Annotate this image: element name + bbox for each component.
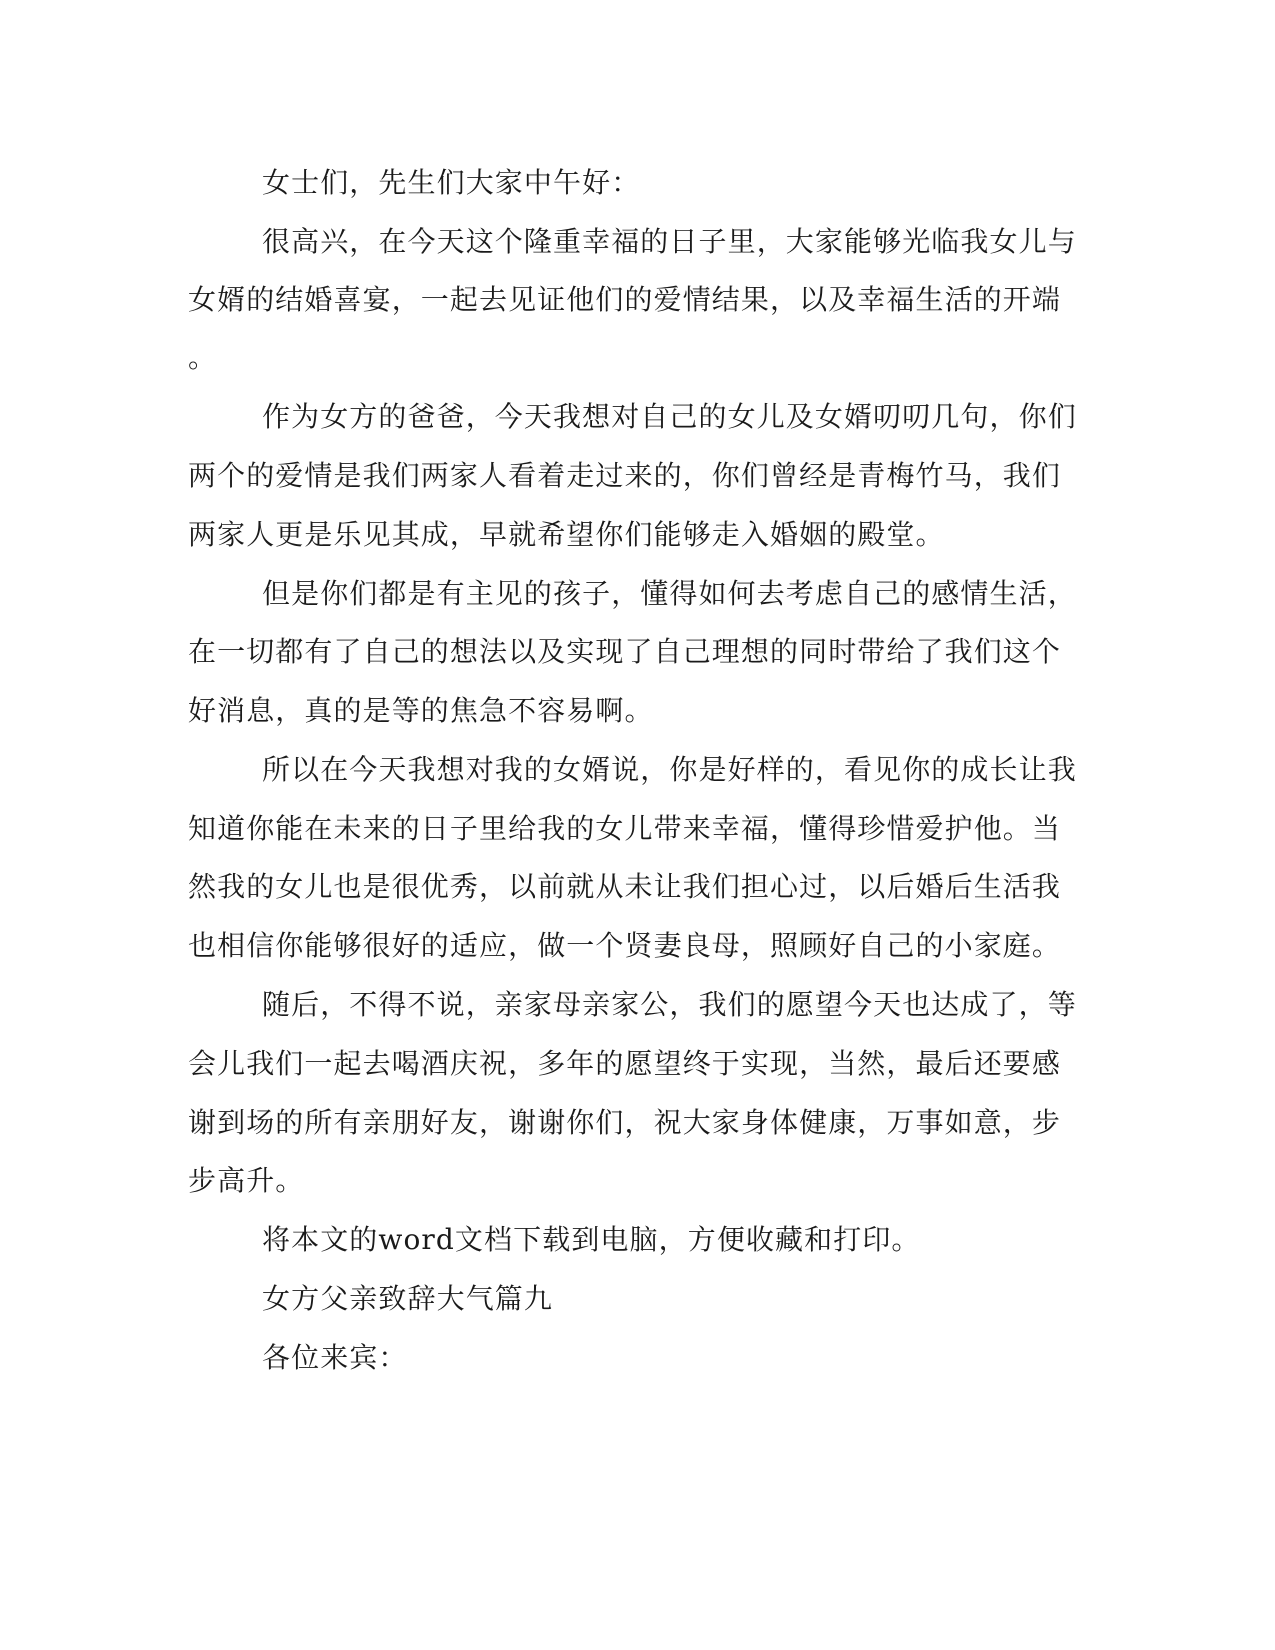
paragraph-2-line-1: 作为女方的爸爸，今天我想对自己的女儿及女婿叨叨几句，你们 (262, 400, 1077, 433)
paragraph-5-line-1: 随后，不得不说，亲家母亲家公，我们的愿望今天也达成了，等 (262, 988, 1077, 1021)
paragraph-4-line-4: 也相信你能够很好的适应，做一个贤妻良母，照顾好自己的小家庭。 (188, 929, 1062, 962)
paragraph-4-line-1: 所以在今天我想对我的女婿说，你是好样的，看见你的成长让我 (262, 753, 1077, 786)
paragraph-2-line-2: 两个的爱情是我们两家人看着走过来的，你们曾经是青梅竹马，我们 (188, 459, 1062, 492)
paragraph-3-line-2: 在一切都有了自己的想法以及实现了自己理想的同时带给了我们这个 (188, 635, 1062, 668)
paragraph-1-line-1: 很高兴，在今天这个隆重幸福的日子里，大家能够光临我女儿与 (262, 225, 1077, 258)
paragraph-5-line-2: 会儿我们一起去喝酒庆祝，多年的愿望终于实现，当然，最后还要感 (188, 1047, 1062, 1080)
paragraph-5-line-3: 谢到场的所有亲朋好友，谢谢你们，祝大家身体健康，万事如意，步 (188, 1106, 1062, 1139)
download-note: 将本文的word文档下载到电脑，方便收藏和打印。 (262, 1223, 921, 1256)
salutation-line: 各位来宾： (262, 1341, 408, 1374)
paragraph-1-line-2: 女婿的结婚喜宴，一起去见证他们的爱情结果，以及幸福生活的开端 (188, 283, 1062, 316)
paragraph-3-line-3: 好消息，真的是等的焦急不容易啊。 (188, 694, 654, 727)
paragraph-4-line-2: 知道你能在未来的日子里给我的女儿带来幸福，懂得珍惜爱护他。当 (188, 812, 1062, 845)
greeting-line: 女士们，先生们大家中午好： (262, 166, 641, 199)
paragraph-2-line-3: 两家人更是乐见其成，早就希望你们能够走入婚姻的殿堂。 (188, 518, 945, 551)
paragraph-1-line-3: 。 (188, 341, 218, 374)
section-heading: 女方父亲致辞大气篇九 (262, 1282, 554, 1315)
paragraph-5-line-4: 步高升。 (188, 1164, 305, 1197)
paragraph-3-line-1: 但是你们都是有主见的孩子，懂得如何去考虑自己的感情生活， (262, 577, 1077, 610)
paragraph-4-line-3: 然我的女儿也是很优秀，以前就从未让我们担心过，以后婚后生活我 (188, 870, 1062, 903)
